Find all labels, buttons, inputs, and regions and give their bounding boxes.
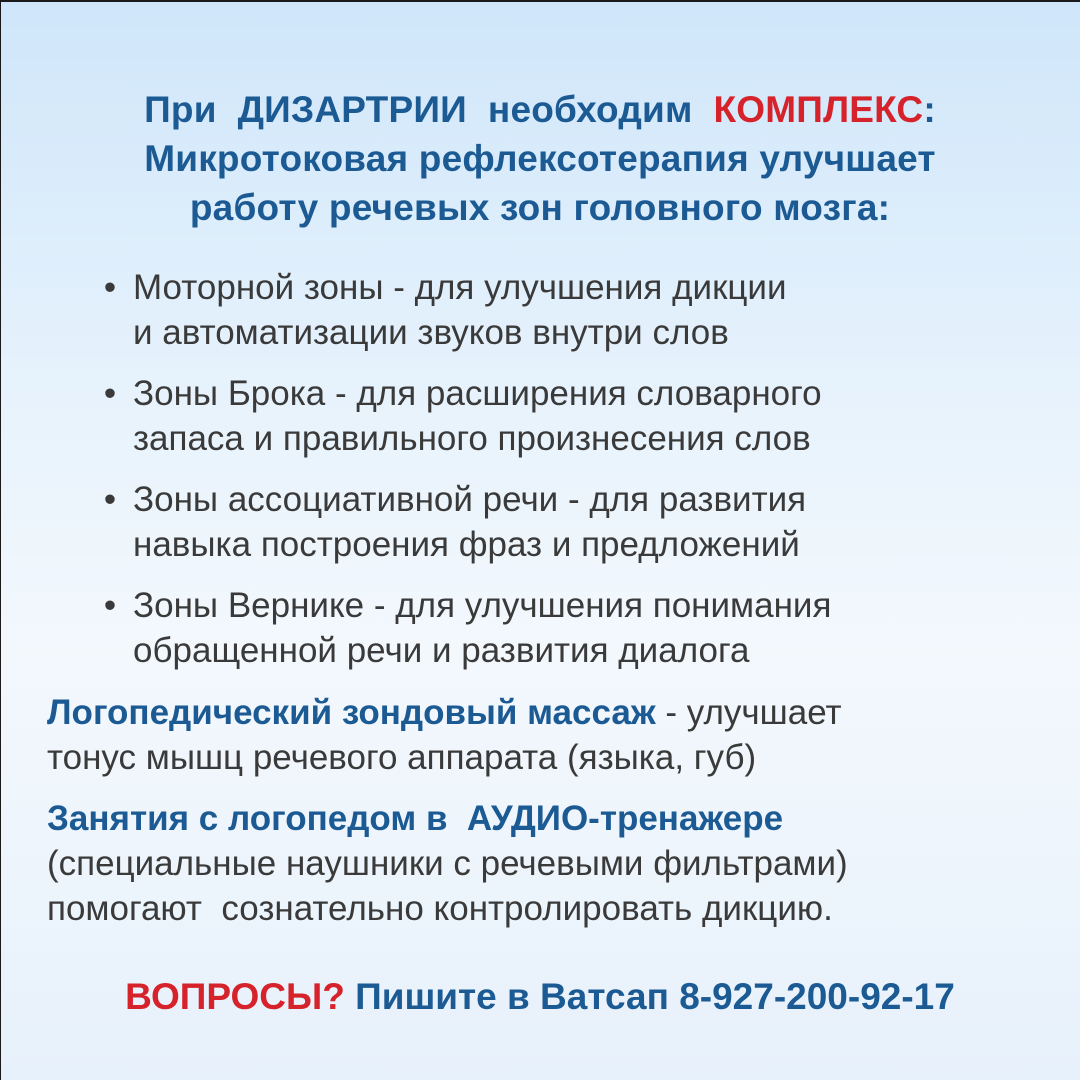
list-item-text-line-1: Зоны ассоциативной речи - для развития	[133, 480, 807, 519]
massage-line-2: тонус мышц речевого аппарата (языка, губ)	[47, 738, 757, 777]
audio-line-2: (специальные наушники с речевыми фильтрами)	[47, 844, 848, 883]
list-item-text-line-1: Моторной зоны - для улучшения дикции	[133, 268, 787, 307]
title-line-3: работу речевых зон головного мозга:	[189, 187, 891, 228]
list-item-wernicke-zone	[100, 583, 1000, 673]
list-item-text-line-2: навыка построения фраз и предложений	[133, 525, 800, 564]
brain-zones-list	[100, 265, 1000, 689]
massage-line-1-rest: - улучшает	[655, 693, 842, 732]
list-item-broca-zone	[100, 371, 1000, 461]
massage-highlight: Логопедический зондовый массаж	[47, 693, 656, 732]
contact-footer	[0, 972, 1080, 1022]
bullet-icon: •	[103, 480, 117, 519]
page-title	[0, 85, 1080, 232]
audio-trainer-paragraph	[47, 796, 1047, 931]
bullet-icon: •	[103, 374, 117, 413]
title-prefix: При ДИЗАРТРИИ необходим	[144, 89, 714, 130]
list-item-associative-zone	[100, 477, 1000, 567]
questions-label: ВОПРОСЫ?	[125, 976, 345, 1017]
title-complex-highlight: КОМПЛЕКС	[713, 89, 924, 130]
title-colon: :	[923, 89, 936, 130]
list-item-text-line-1: Зоны Брока - для расширения словарного	[133, 374, 822, 413]
list-item-text-line-2: и автоматизации звуков внутри слов	[133, 313, 729, 352]
whatsapp-contact: Пишите в Ватсап 8-927-200-92-17	[344, 976, 955, 1017]
title-line-1	[0, 85, 1080, 134]
massage-line-1	[47, 690, 1047, 735]
list-item-text-line-1: Зоны Вернике - для улучшения понимания	[133, 586, 832, 625]
audio-highlight: Занятия с логопедом в АУДИО-тренажере	[47, 799, 784, 838]
list-item-motor-zone	[100, 265, 1000, 355]
massage-paragraph	[47, 690, 1047, 780]
bullet-icon: •	[103, 268, 117, 307]
audio-line-3: помогают сознательно контролировать дикцию.	[47, 889, 833, 928]
title-line-2: Микротоковая рефлексотерапия улучшает	[144, 138, 936, 179]
bullet-icon: •	[103, 586, 117, 625]
list-item-text-line-2: обращенной речи и развития диалога	[133, 631, 750, 670]
list-item-text-line-2: запаса и правильного произнесения слов	[133, 419, 811, 458]
